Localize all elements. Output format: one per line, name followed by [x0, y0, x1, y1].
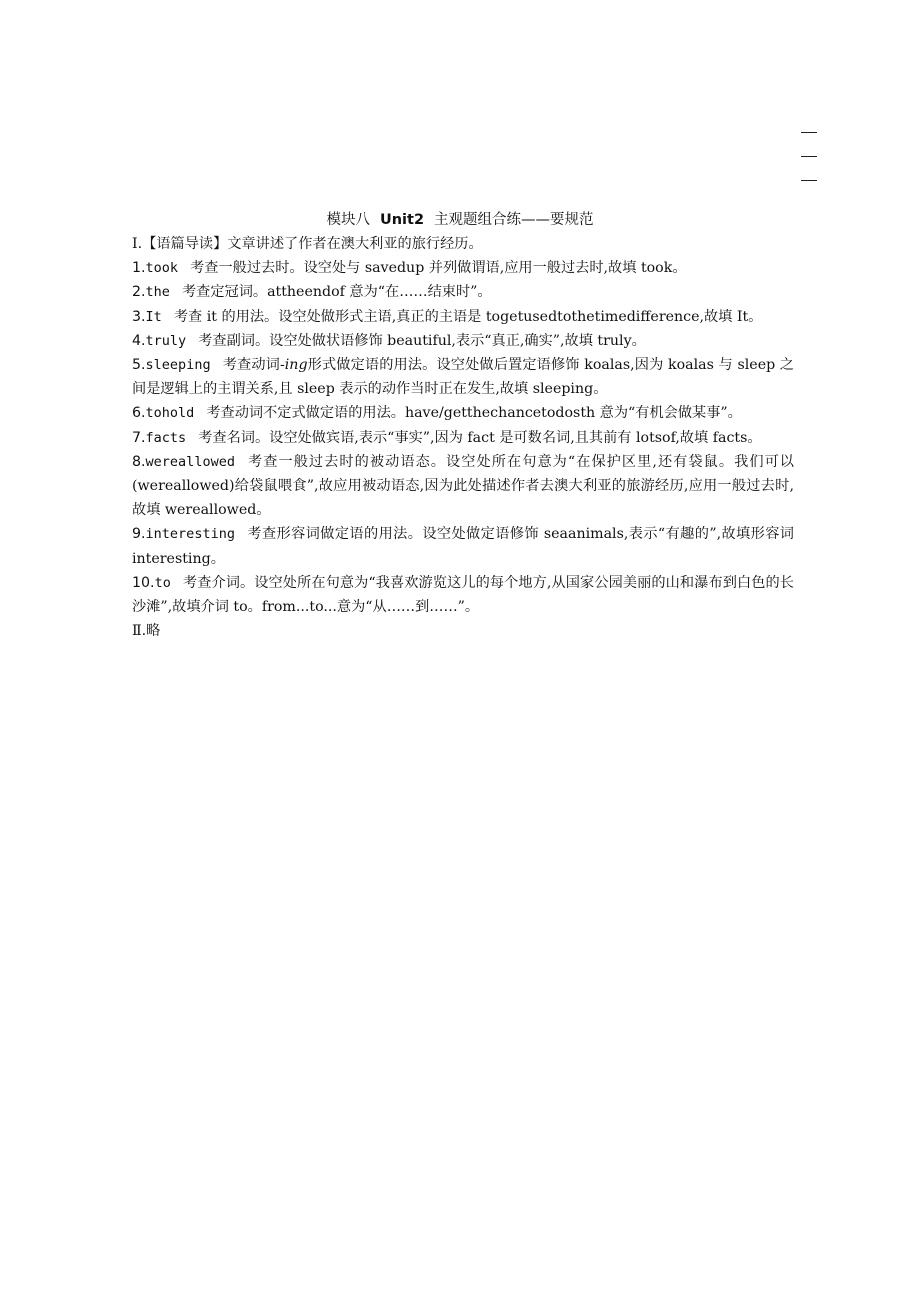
section-2-prefix: Ⅱ.	[132, 623, 147, 640]
item-number: 9.	[132, 526, 146, 543]
item-explanation-part: 考查动词-	[222, 357, 285, 374]
answer-item	[132, 571, 794, 619]
section-1-text: 文章讲述了作者在澳大利亚的旅行经历。	[227, 236, 483, 252]
item-number: 6.	[132, 405, 146, 422]
item-explanation: 考查名词。设空处做宾语,表示“事实”,因为 fact 是可数名词,且其前有 lotsof,故填 facts。	[198, 429, 762, 446]
item-number: 8.	[132, 453, 146, 470]
item-number: 10.	[132, 574, 155, 591]
answer-item	[132, 450, 794, 523]
header-dash-marks	[799, 122, 819, 194]
section-1-intro	[132, 232, 794, 256]
answer-key	[132, 232, 794, 643]
dash-mark	[799, 146, 819, 170]
title-unit: Unit2	[379, 212, 425, 228]
page-title	[0, 208, 920, 229]
item-explanation: 考查副词。设空处做状语修饰 beautiful,表示“真正,确实”,故填 truly。	[198, 332, 646, 349]
section-2	[132, 619, 794, 643]
dash-mark	[799, 170, 819, 194]
answer-item	[132, 426, 794, 450]
item-answer: facts	[145, 429, 187, 446]
item-explanation: 考查一般过去时。设空处与 savedup 并列做谓语,应用一般过去时,故填 took。	[190, 260, 687, 277]
item-answer: interesting	[145, 526, 235, 543]
answer-item	[132, 522, 794, 570]
answer-item	[132, 401, 794, 425]
item-explanation: 考查形容词做定语的用法。设空处做定语修饰 seaanimals,表示“有趣的”,故填形容词 interesting。	[132, 526, 794, 567]
item-number: 5.	[132, 357, 146, 374]
item-answer: took	[145, 260, 179, 277]
title-module: 模块八	[326, 212, 370, 228]
section-1-prefix: Ⅰ.	[132, 236, 143, 252]
item-answer: wereallowed	[145, 453, 235, 470]
answer-item	[132, 280, 794, 304]
item-explanation: 考查一般过去时的被动语态。设空处所在句意为“在保护区里,还有袋鼠。我们可以(wereallowed)给袋鼠喂食”,故应用被动语态,因为此处描述作者去澳大利亚的旅游经历,应用一般过去时,故填 wereallowed。	[132, 453, 794, 519]
item-explanation: 考查介词。设空处所在句意为“我喜欢游览这儿的每个地方,从国家公园美丽的山和瀑布到白色的长沙滩”,故填介词 to。from...to...意为“从……到……”。	[132, 574, 794, 616]
section-2-text: 略	[146, 623, 161, 640]
dash-mark	[799, 122, 819, 146]
answer-item	[132, 256, 794, 280]
item-answer: tohold	[145, 405, 195, 422]
section-1-tag: 【语篇导读】	[142, 236, 228, 252]
item-number: 4.	[132, 332, 146, 349]
item-explanation-italic: ing	[284, 357, 308, 374]
item-answer: sleeping	[145, 357, 211, 374]
item-explanation-part: 形式做定语的用法。设空处做后置定语修饰 koalas,因为 koalas 与 sleep 之间是逻辑上的主谓关系,且 sleep 表示的动作当时正在发生,故填 sleeping。	[132, 357, 794, 398]
item-number: 1.	[132, 260, 146, 277]
item-answer: to	[154, 574, 171, 591]
item-explanation: 考查定冠词。attheendof 意为“在……结束时”。	[181, 284, 492, 301]
item-answer: It	[145, 308, 162, 325]
answer-item	[132, 353, 794, 401]
item-number: 3.	[132, 308, 146, 325]
item-answer: the	[145, 284, 170, 301]
answer-item	[132, 329, 794, 353]
title-subtitle: 主观题组合练——要规范	[434, 212, 594, 228]
item-answer: truly	[145, 332, 187, 349]
answer-item	[132, 305, 794, 329]
item-number: 2.	[132, 284, 146, 301]
item-explanation: 考查 it 的用法。设空处做形式主语,真正的主语是 togetusedtothetimedifference,故填 It。	[173, 308, 763, 325]
item-explanation: 考查动词不定式做定语的用法。have/getthechancetodosth 意为“有机会做某事”。	[206, 405, 742, 422]
item-number: 7.	[132, 429, 146, 446]
